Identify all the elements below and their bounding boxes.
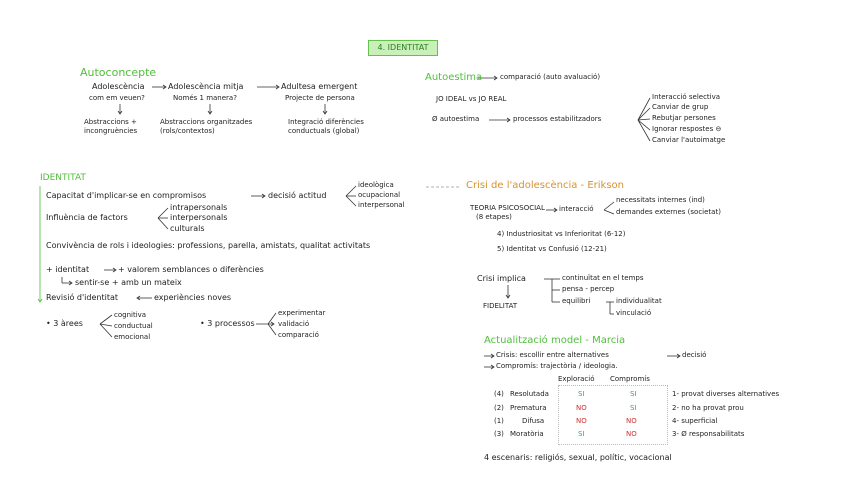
row-num: (3) [494, 430, 504, 438]
teoria-psicosocial: TEORIA PSICOSOCIAL [470, 204, 545, 212]
implica-item: pensa - percep [562, 285, 615, 293]
tres-processos: • 3 processos [200, 319, 255, 328]
stage-4: 4) Industriositat vs Inferioritat (6-12) [497, 230, 626, 238]
row-note: 4- superficial [672, 417, 718, 425]
factor-item: interpersonals [170, 213, 228, 222]
autoestima-heading: Autoestima [425, 72, 483, 83]
valorem-semblances: + valorem semblances o diferències [118, 265, 264, 274]
influencia-factors: Influència de factors [46, 213, 128, 222]
tres-processos-label: 3 processos [207, 319, 255, 328]
interaccio-item: demandes externes (societat) [616, 208, 721, 216]
autoestima-item: Canviar de grup [652, 103, 709, 111]
crisi-heading: Crisi de l'adolescència - Erikson [466, 180, 625, 191]
factor-item: intrapersonals [170, 203, 228, 212]
cell-compromis: SI [630, 404, 637, 412]
autoconcepte-heading: Autoconcepte [80, 66, 157, 79]
stage-adolescencia-mitja: Adolescència mitja [168, 82, 244, 91]
marcia-table [558, 385, 668, 445]
autoestima-item: Canviar l'autoimatge [652, 136, 726, 144]
row-label: Prematura [510, 404, 547, 412]
stage-adolescencia: Adolescència [92, 82, 145, 91]
autoestima-item: Rebutjar persones [652, 114, 716, 122]
outcome-abstraccions: Abstraccions + incongruències [84, 118, 138, 135]
area-item: cognitiva [114, 311, 147, 319]
equilibri-item: vinculació [616, 309, 652, 317]
column-exploracio: Exploració [558, 375, 595, 383]
area-item: emocional [114, 333, 151, 341]
experiencies-noves: experiències noves [154, 293, 232, 302]
factor-item: culturals [170, 224, 205, 233]
marcia-crisis: Crisis: escollir entre alternatives [496, 351, 609, 359]
marcia-decisio: decisió [682, 351, 707, 359]
row-label: Resolutada [510, 390, 549, 398]
decisio-item: interpersonal [358, 201, 405, 209]
capacitat-compromisos: Capacitat d'implicar-se en compromisos [46, 191, 207, 200]
autoestima-comparacio: comparació (auto avaluació) [500, 73, 601, 81]
outcome-abstraccions-organitzades: Abstraccions organitzades (rols/contextos) [160, 118, 253, 135]
proces-item: comparació [278, 331, 319, 339]
question-nomes-una-manera: Només 1 manera? [173, 94, 237, 102]
row-note: 2- no ha provat prou [672, 404, 744, 412]
question-com-em-veuen: com em veuen? [89, 94, 145, 102]
proces-item: experimentar [278, 309, 326, 317]
stage-adultesa-emergent: Adultesa emergent [281, 82, 358, 91]
convivencia-rols: Convivència de rols i ideologies: professions, parella, amistats, qualitat activitats [46, 241, 371, 250]
revisio-identitat: Revisió d'identitat [46, 293, 119, 302]
row-num: (1) [494, 417, 504, 425]
cell-compromis: NO [626, 430, 637, 438]
marcia-compromis: Compromís: trajectòria / ideologia. [496, 362, 618, 370]
row-label: Difusa [522, 417, 545, 425]
interaccio: interacció [559, 205, 594, 213]
question-projecte-persona: Projecte de persona [285, 94, 355, 102]
mes-identitat: + identitat [46, 265, 90, 274]
cell-exploracio: SI [578, 430, 585, 438]
identitat-heading: IDENTITAT [40, 173, 86, 183]
area-item: conductual [114, 322, 153, 330]
processos-estabilitzadors: processos estabilitzadors [513, 115, 602, 123]
jo-ideal-vs-jo-real: JO IDEAL vs JO REAL [436, 95, 507, 103]
tres-arees-label: 3 àrees [53, 319, 83, 328]
vuit-etapes: (8 etapes) [476, 213, 512, 221]
row-label: Moratòria [510, 430, 544, 438]
proces-item: validació [278, 320, 310, 328]
stage-5: 5) Identitat vs Confusió (12-21) [497, 245, 607, 253]
row-num: (2) [494, 404, 504, 412]
row-note: 1- provat diverses alternatives [672, 390, 780, 398]
cell-exploracio: NO [576, 417, 587, 425]
implica-item: continuïtat en el temps [562, 274, 644, 282]
page-title: 4. IDENTITAT [368, 40, 438, 56]
autoestima-low: Ø autoestima [432, 115, 480, 123]
outcome-integracio: Integració diferències conductuals (global) [288, 118, 364, 135]
cell-compromis: NO [626, 417, 637, 425]
crisi-implica: Crisi implica [477, 274, 526, 283]
autoestima-item: Ignorar respostes ⊖ [652, 125, 722, 133]
autoestima-item: Interacció selectiva [652, 93, 721, 101]
sentir-se: sentir-se + amb un mateix [75, 278, 182, 287]
interaccio-item: necessitats internes (ind) [616, 196, 705, 204]
cell-exploracio: NO [576, 404, 587, 412]
cell-compromis: SI [630, 390, 637, 398]
equilibri-item: individualitat [616, 297, 662, 305]
marcia-heading: Actualització model - Marcia [484, 335, 626, 346]
decisio-item: ideològica [358, 181, 394, 189]
decisio-item: ocupacional [358, 191, 401, 199]
row-num: (4) [494, 390, 504, 398]
fidelitat: FIDELITAT [483, 302, 518, 310]
implica-item: equilibri [562, 297, 591, 305]
cell-exploracio: SI [578, 390, 585, 398]
tres-arees: • 3 àrees [46, 319, 83, 328]
row-note: 3- Ø responsabilitats [672, 430, 745, 438]
decisio-actitud: decisió actitud [268, 191, 327, 200]
quatre-escenaris: 4 escenaris: religiós, sexual, polític, vocacional [484, 453, 672, 462]
column-compromis: Compromís [610, 375, 650, 383]
